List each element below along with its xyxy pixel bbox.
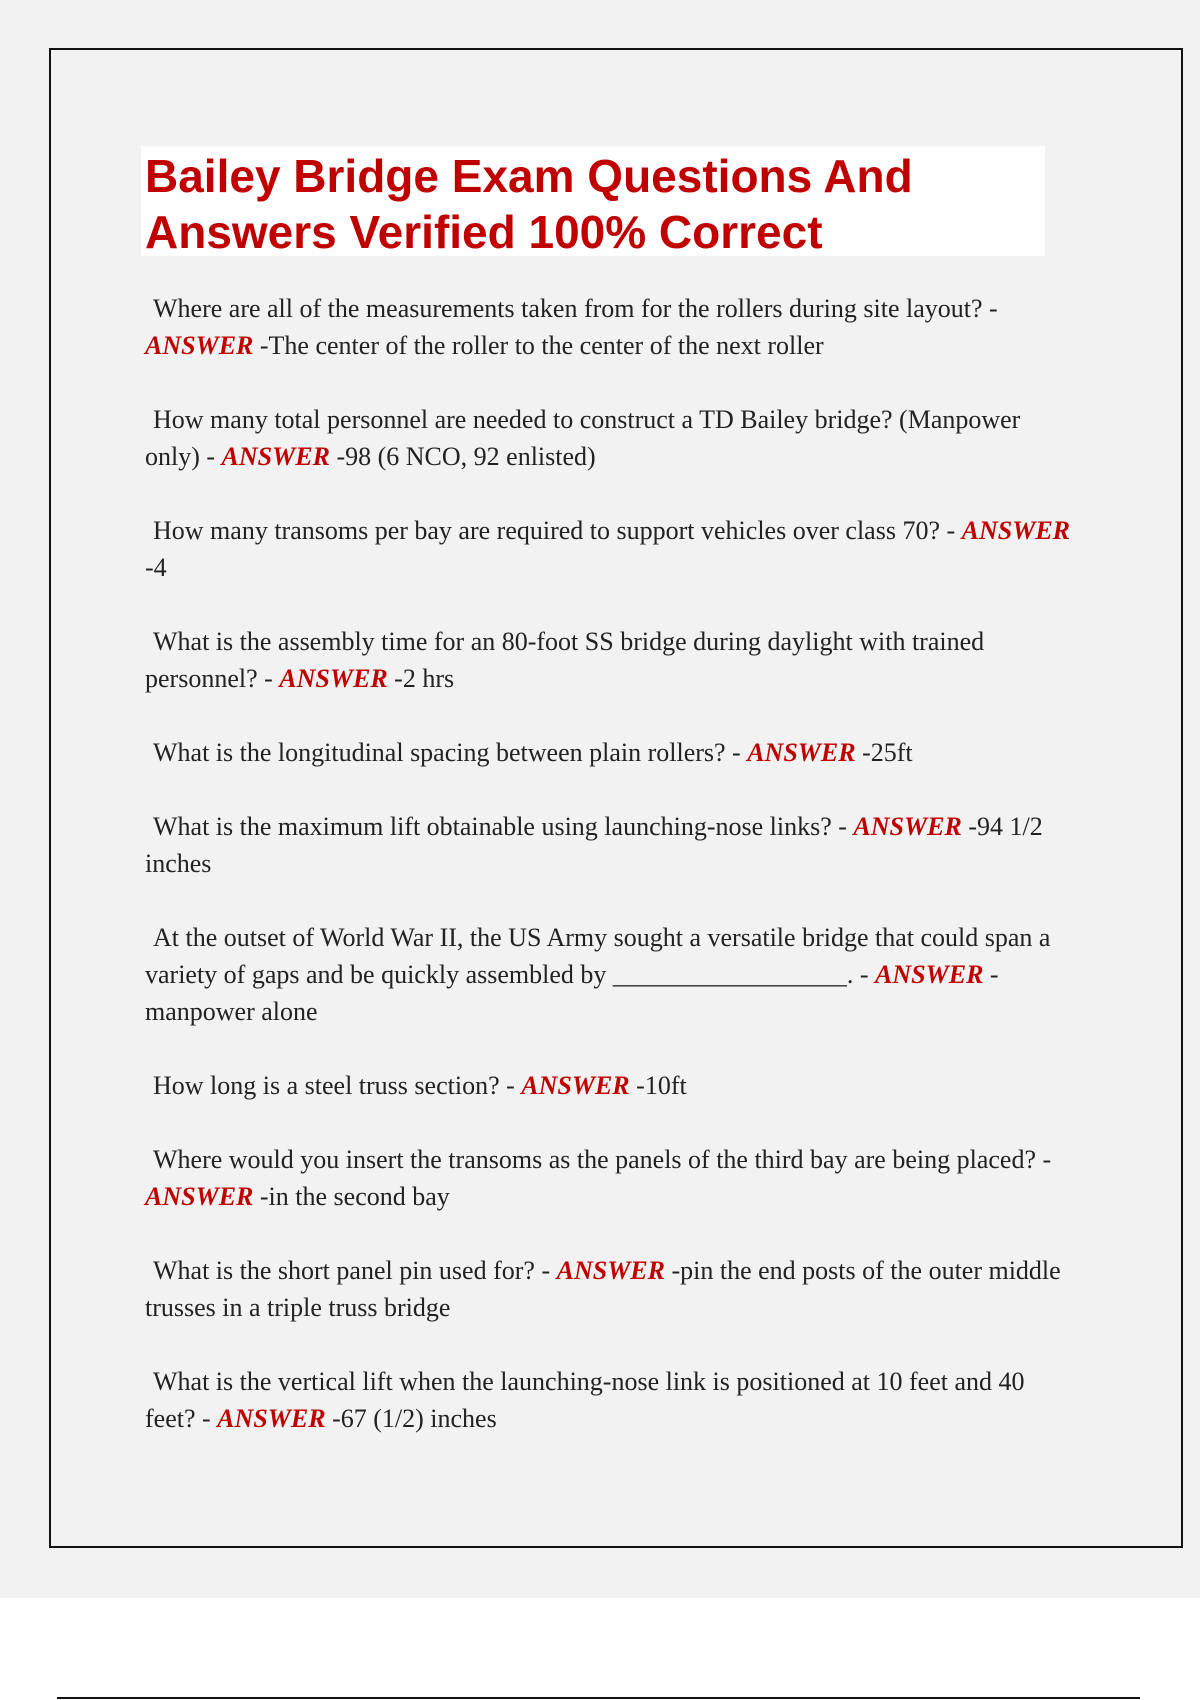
answer-text: -4: [145, 553, 167, 582]
answer-label: ANSWER: [875, 960, 984, 989]
answer-text: -98 (6 NCO, 92 enlisted): [329, 442, 596, 471]
question-text: What is the longitudinal spacing between plain rollers? -: [153, 738, 748, 767]
answer-text: -The center of the roller to the center of the next roller: [253, 331, 824, 360]
footer-divider: [57, 1697, 1140, 1699]
question-text: At the outset of World War II, the US Army sought a versatile bridge that could span a variety of gaps and be quickly assembled by __________________. -: [145, 923, 1051, 989]
answer-label: ANSWER: [747, 738, 856, 767]
qa-list: [145, 290, 1080, 1437]
question-text: What is the assembly time for an 80-foot SS bridge during daylight with trained personnel? -: [145, 627, 985, 693]
answer-label: ANSWER: [556, 1256, 665, 1285]
qa-item-10: [145, 1252, 1080, 1326]
answer-text: -94 1/2 inches: [145, 812, 1043, 878]
question-text: Where would you insert the transoms as the panels of the third bay are being placed? -: [153, 1145, 1052, 1174]
answer-text: -25ft: [855, 738, 913, 767]
answer-label: ANSWER: [217, 1404, 326, 1433]
answer-label: ANSWER: [145, 1182, 254, 1211]
answer-label: ANSWER: [279, 664, 388, 693]
answer-label: ANSWER: [221, 442, 330, 471]
qa-item-8: [145, 1067, 1080, 1104]
question-text: What is the maximum lift obtainable using launching-nose links? -: [153, 812, 854, 841]
answer-text: -manpower alone: [145, 960, 999, 1026]
question-text: How long is a steel truss section? -: [153, 1071, 522, 1100]
question-text: What is the short panel pin used for? -: [153, 1256, 557, 1285]
question-text: How many transoms per bay are required to support vehicles over class 70? -: [153, 516, 962, 545]
answer-text: -pin the end posts of the outer middle trusses in a triple truss bridge: [145, 1256, 1061, 1322]
answer-text: -10ft: [629, 1071, 687, 1100]
answer-text: -67 (1/2) inches: [325, 1404, 497, 1433]
answer-label: ANSWER: [961, 516, 1071, 545]
qa-item-9: [145, 1141, 1080, 1215]
qa-item-6: [145, 808, 1080, 882]
qa-item-5: [145, 734, 1080, 771]
question-text: What is the vertical lift when the launching-nose link is positioned at 10 feet and 40 feet? -: [145, 1367, 1025, 1433]
qa-item-11: [145, 1363, 1080, 1437]
question-text: How many total personnel are needed to construct a TD Bailey bridge? (Manpower only) -: [145, 405, 1021, 471]
qa-item-4: [145, 623, 1080, 697]
qa-item-1: [145, 290, 1080, 364]
answer-label: ANSWER: [853, 812, 962, 841]
qa-item-3: [145, 512, 1080, 586]
qa-item-7: [145, 919, 1080, 1030]
answer-text: -2 hrs: [387, 664, 455, 693]
document-title: Bailey Bridge Exam Questions And Answers Verified 100% Correct: [145, 150, 913, 258]
question-text: Where are all of the measurements taken from for the rollers during site layout? -: [153, 294, 998, 323]
qa-item-2: [145, 401, 1080, 475]
answer-text: -in the second bay: [253, 1182, 450, 1211]
answer-label: ANSWER: [145, 331, 254, 360]
answer-label: ANSWER: [521, 1071, 630, 1100]
